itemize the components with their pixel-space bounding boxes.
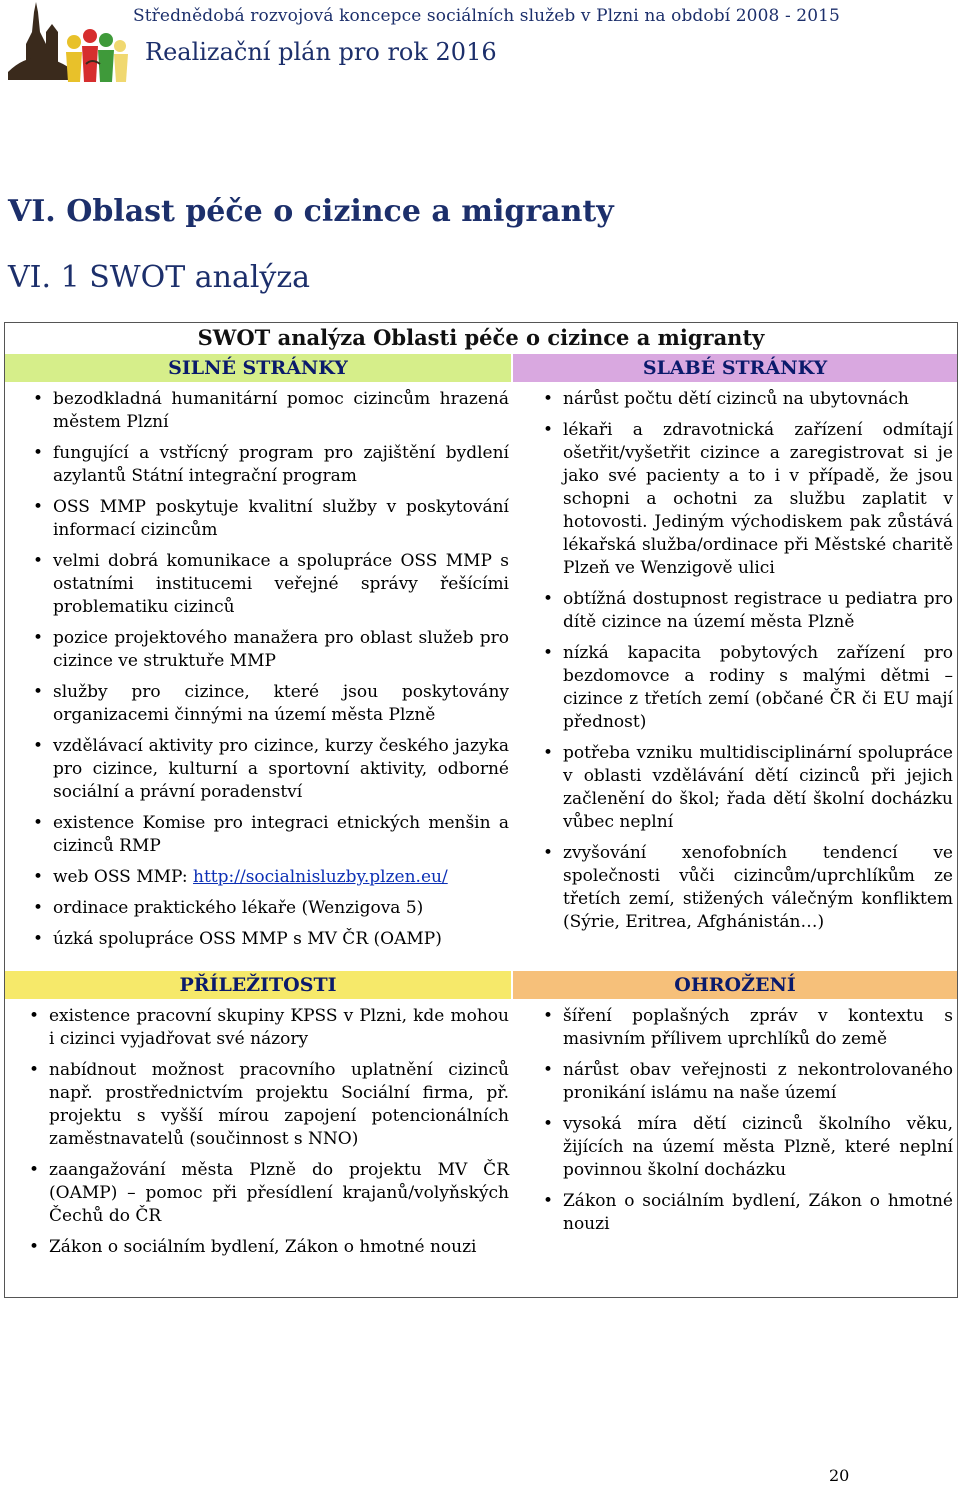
- weaknesses-cell: [537, 388, 953, 942]
- list-item: • ordinace praktického lékaře (Wenzigova 5): [27, 897, 509, 920]
- list-item: • nízká kapacita pobytových zařízení pro bezdomovce a rodiny s malými dětmi – cizince z třetích zemí (občané ČR či EU mají přednost): [537, 642, 953, 734]
- list-item: • nabídnout možnost pracovního uplatnění cizinců např. prostřednictvím projektu Sociální firma, př. projektu s vyšší mírou zapojení potencionálních zaměstnavatelů (součinnost s NNO): [23, 1059, 509, 1151]
- list-item: • fungující a vstřícný program pro zajištění bydlení azylantů Státní integrační program: [27, 442, 509, 488]
- list-item: • OSS MMP poskytuje kvalitní služby v poskytování informací cizincům: [27, 496, 509, 542]
- list-item: • šíření poplašných zpráv v kontextu s masivním přílivem uprchlíků do země: [537, 1005, 953, 1051]
- strengths-header: SILNÉ STRÁNKY: [5, 354, 511, 382]
- list-item: • Zákon o sociálním bydlení, Zákon o hmotné nouzi: [537, 1190, 953, 1236]
- list-item: • lékaři a zdravotnická zařízení odmítají ošetřit/vyšetřit cizince a zaregistrovat si je jako své pacienty a to i v případě, že jsou schopni a ochotni za službu zaplatit v hotovosti. Jediným východiskem pak zůstává lékařská služba/ordinace při Městské charitě Plzeň ve Wenzigově ulici: [537, 419, 953, 580]
- opportunities-cell: [23, 1005, 509, 1267]
- list-item: • zvyšování xenofobních tendencí ve společnosti vůči cizincům/uprchlíkům ze třetích zemí, stižených válečným konfliktem (Sýrie, Eritrea, Afghánistán…): [537, 842, 953, 934]
- web-link[interactable]: http://socialnisluzby.plzen.eu/: [193, 867, 448, 887]
- threats-cell: [537, 1005, 953, 1244]
- section-heading: VI. Oblast péče o cizince a migranty: [8, 194, 614, 229]
- list-item: • vysoká míra dětí cizinců školního věku, žijících na území města Plzně, které neplní povinnou školní docházku: [537, 1113, 953, 1182]
- list-item: • velmi dobrá komunikace a spolupráce OSS MMP s ostatními institucemi veřejné správy řešícími problematiku cizinců: [27, 550, 509, 619]
- list-item: • zaangažování města Plzně do projektu MV ČR (OAMP) – pomoc při přesídlení krajanů/volyňských Čechů do ČR: [23, 1159, 509, 1228]
- list-item: • nárůst počtu dětí cizinců na ubytovnách: [537, 388, 953, 411]
- subsection-heading: VI. 1 SWOT analýza: [8, 260, 311, 295]
- strengths-cell: [27, 388, 509, 959]
- list-item: • nárůst obav veřejnosti z nekontrolovaného pronikání islámu na naše území: [537, 1059, 953, 1105]
- list-item: • služby pro cizince, které jsou poskytovány organizacemi činnými na území města Plzně: [27, 681, 509, 727]
- web-label: web OSS MMP:: [53, 867, 194, 887]
- page-number: 20: [829, 1466, 850, 1485]
- list-item: • Zákon o sociálním bydlení, Zákon o hmotné nouzi: [23, 1236, 509, 1259]
- list-item: [27, 866, 509, 889]
- list-item: • bezodkladná humanitární pomoc cizincům hrazená městem Plzní: [27, 388, 509, 434]
- weaknesses-list: [537, 388, 953, 934]
- threats-list: [537, 1005, 953, 1236]
- list-item: • existence Komise pro integraci etnických menšin a cizinců RMP: [27, 812, 509, 858]
- strengths-list: [27, 388, 509, 951]
- plzen-logo-icon: [8, 2, 138, 82]
- header-plan-title: Realizační plán pro rok 2016: [145, 38, 497, 66]
- opportunities-list: [23, 1005, 509, 1259]
- opportunities-header: PŘÍLEŽITOSTI: [5, 971, 511, 999]
- threats-header: OHROŽENÍ: [513, 971, 957, 999]
- list-item: • potřeba vzniku multidisciplinární spolupráce v oblasti vzdělávání dětí cizinců při jejich začlenění do škol; řada dětí školní docházku vůbec neplní: [537, 742, 953, 834]
- list-item: • existence pracovní skupiny KPSS v Plzni, kde mohou i cizinci vyjadřovat své názory: [23, 1005, 509, 1051]
- swot-table: [4, 322, 958, 1298]
- page-header: [0, 0, 960, 80]
- header-document-title: Střednědobá rozvojová koncepce sociálních služeb v Plzni na období 2008 - 2015: [133, 6, 840, 26]
- list-item: • pozice projektového manažera pro oblast služeb pro cizince ve struktuře MMP: [27, 627, 509, 673]
- list-item: • obtížná dostupnost registrace u pediatra pro dítě cizince na území města Plzně: [537, 588, 953, 634]
- weaknesses-header: SLABÉ STRÁNKY: [513, 354, 957, 382]
- list-item: • úzká spolupráce OSS MMP s MV ČR (OAMP): [27, 928, 509, 951]
- list-item: • vzdělávací aktivity pro cizince, kurzy českého jazyka pro cizince, kulturní a sportovní aktivity, odborné sociální a právní poradenství: [27, 735, 509, 804]
- swot-table-title: SWOT analýza Oblasti péče o cizince a migranty: [197, 325, 765, 350]
